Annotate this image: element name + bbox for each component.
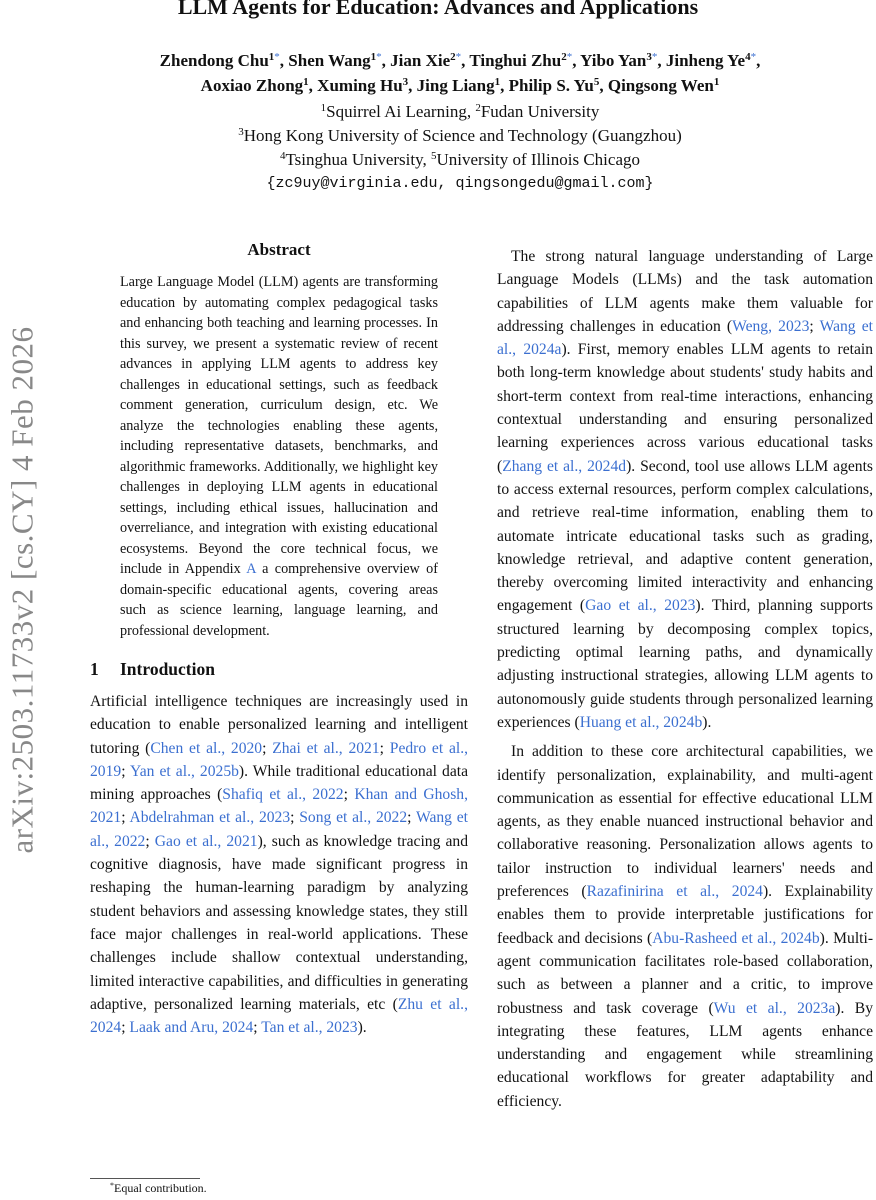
citation-link[interactable]: Shafiq et al., 2022 [222, 786, 344, 804]
citation-link[interactable]: Wang et al., 2024a [497, 317, 874, 359]
author: Qingsong Wen$^1$ [607, 76, 720, 95]
author-list [60, 48, 860, 98]
intro-paragraph: Artificial intelligence techniques are increasingly used in education to enable personalized learning and intelligent tutoring (Chen et al., 2020; Zhai et al., 2021; Pedro et al., 2019; Yan et al., 2025b). While traditional educational data mining approaches (Shafiq et al., 2022; Khan and Ghosh, 2021; Abdelrahman et al., 2023; Song et al., 2022; Wang et al., 2022; Gao et al., 2021), such as knowledge tracing and cognitive diagnosis, have made significant progress in reshaping the human-learning paradigm by analyzing student behaviors and assessing knowledge states, they still face major challenges in real-world applications. These challenges include shallow contextual understanding, limited interactive capabilities, and difficulties in generating adaptive, personalized learning materials, etc (Zhu et al., 2024; Laak and Aru, 2024; Tan et al., 2023). [90, 693, 469, 1037]
author-emails: {zc9uy@virginia.edu, qingsongedu@gmail.com} [266, 175, 654, 192]
abstract-body: Large Language Model (LLM) agents are transforming education by automating complex pedagogical tasks and enhancing both teaching and learning processes. In this survey, we present a systematic review of recent advances in applying LLM agents to address key challenges in educational settings, such as feedback comment generation, curriculum design, etc. We analyze the technologies enabling these agents, including representative datasets, benchmarks, and algorithmic frameworks. Additionally, we highlight key challenges in deploying LLM agents in educational settings, including ethical issues, hallucination and overreliance, and integration with existing educational ecosystems. Beyond the core technical focus, we include in Appendix A a comprehensive overview of domain-specific educational agents, covering areas such as science learning, language learning, and professional development. [120, 274, 438, 639]
arxiv-stamp [2, 290, 44, 890]
citation-link[interactable]: Huang et al., 2024b [579, 713, 703, 731]
right-column [497, 245, 873, 1113]
citation-link[interactable]: Wu et al., 2023a [713, 999, 836, 1017]
affiliations [60, 100, 860, 196]
affiliation-line: $^4$Tsinghua University, $^5$University of Illinois Chicago [279, 150, 640, 169]
citation-link[interactable]: Gao et al., 2023 [585, 597, 696, 615]
citation-link[interactable]: Yan et al., 2025b [130, 762, 239, 780]
affiliation-line: $^1$Squirrel Ai Learning, $^2$Fudan University [320, 102, 600, 121]
citation-link[interactable]: Song et al., 2022 [299, 809, 408, 827]
left-column [90, 240, 468, 1039]
author: Philip S. Yu$^5$ [508, 76, 600, 95]
footnote-divider [90, 1178, 200, 1179]
citation-link[interactable]: Pedro et al., 2019 [90, 739, 469, 780]
affiliation-line: $^3$Hong Kong University of Science and Technology (Guangzhou) [238, 126, 682, 145]
author: Zhendong Chu$^{1*}$ [159, 51, 280, 70]
section-heading-introduction: 1 Introduction [90, 659, 215, 679]
citation-link[interactable]: Zhang et al., 2024d [502, 457, 627, 475]
body-paragraph: In addition to these core architectural capabilities, we identify personalization, explainability, and multi-agent communication as essential for effective educational LLM agents, as they enable nuanced instructional behavior and collaborative reasoning. Personalization allows agents to tailor instruction to individual learners' needs and preferences (Razafinirina et al., 2024). Explainability enables them to provide interpretable justifications for feedback and decisions (Abu-Rasheed et al., 2024b). Multi-agent communication facilitates role-based collaboration, such as between a planner and a critic, to improve robustness and task coverage (Wu et al., 2023a). By integrating these features, LLM agents enhance understanding and engagement while streamlining educational workflows for greater adaptability and efficiency. [497, 743, 874, 1110]
citation-link[interactable]: Abu-Rasheed et al., 2024b [652, 929, 820, 947]
citation-link[interactable]: Weng, 2023 [732, 317, 810, 335]
author: Jinheng $Ye^{4*}$ [665, 51, 757, 70]
author: Xuming Hu$^3$ [317, 76, 409, 95]
citation-link[interactable]: Zhu et al., 2024 [90, 995, 468, 1037]
footnote: *Equal contribution. [110, 1181, 207, 1195]
citation-link[interactable]: Laak and Aru, 2024 [129, 1019, 254, 1037]
author: Jian Xie$^{2*}$ [390, 51, 462, 70]
paper-title: LLM Agents for Education: Advances and Applications [177, 0, 699, 19]
citation-link[interactable]: Gao et al., 2021 [154, 832, 258, 850]
author: Yibo Yan$^{3*}$ [580, 51, 658, 70]
citation-link[interactable]: Zhai et al., 2021 [272, 739, 380, 757]
citation-link[interactable]: Khan and Ghosh, 2021 [90, 786, 468, 827]
author: Jing Liang$^1$ [416, 76, 501, 95]
citation-link[interactable]: Wang et al., 2022 [90, 809, 468, 850]
body-paragraph: The strong natural language understanding of Large Language Models (LLMs) and the task automation capabilities of LLM agents make them valuable for addressing challenges in education (Weng, 2023; Wang et al., 2024a). First, memory enables LLM agents to retain both long-term knowledge about students' study habits and short-term context from real-time interactions, enhancing contextual understanding and ensuring personalized learning experiences across various educational tasks (Zhang et al., 2024d). Second, tool use allows LLM agents to access external resources, perform complex calculations, and retrieve real-time information, enabling them to automate intricate educational tasks such as grading, knowledge retrieval, and adaptive content generation, thereby overcoming limited interactivity and enhancing engagement (Gao et al., 2023). Third, planning supports structured learning by decomposing complex topics, predicting optimal learning paths, and dynamically adjusting instructional strategies, allowing LLM agents to autonomously guide students through personalized learning experiences (Huang et al., 2024b). [497, 248, 874, 731]
author: Aoxiao Zhong$^1$ [200, 76, 309, 95]
citation-link[interactable]: Chen et al., 2020 [150, 739, 263, 757]
author-line-2: Aoxiao Zhong$^1$, Xuming Hu$^3$, Jing Liang$^1$, Philip S. Yu$^5$, Qingsong Wen$^1$ [200, 76, 720, 95]
author: Shen Wang$^{1*}$ [288, 51, 382, 70]
appendix-link[interactable]: A [246, 561, 256, 577]
citation-link[interactable]: Tan et al., 2023 [261, 1019, 358, 1037]
abstract-heading: Abstract [247, 240, 311, 259]
arxiv-stamp-text: arXiv:2503.11733v2 [cs.CY] 4 Feb 2026 [5, 326, 40, 854]
author-line-1: Zhendong Chu$^{1*}$, Shen Wang$^{1*}$, Jian Xie$^{2*}$, Tinghui Zhu$^{2*}$, Yibo Yan$^{3*}$, Jinheng $Ye^{4*}$, [159, 51, 761, 70]
author: Tinghui Zhu$^{2*}$ [469, 51, 573, 70]
citation-link[interactable]: Abdelrahman et al., 2023 [129, 809, 291, 827]
citation-link[interactable]: Razafinirina et al., 2024 [586, 883, 763, 901]
